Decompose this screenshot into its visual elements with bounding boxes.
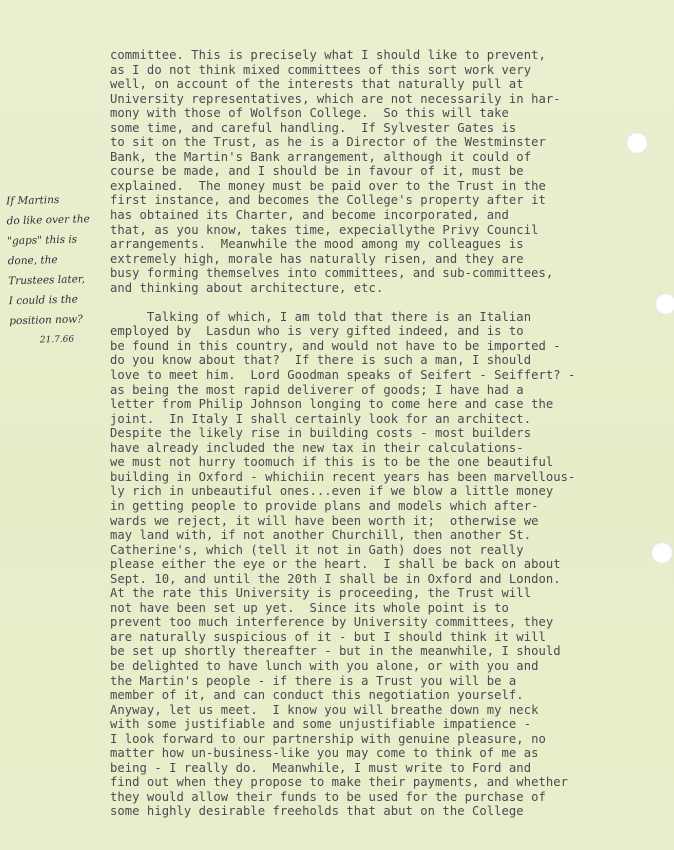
text-line: love to meet him. Lord Goodman speaks of Seifert - Seiffert? - — [110, 368, 576, 383]
text-line: they would allow their funds to be used for the purchase of — [110, 789, 546, 804]
text-line: member of it, and can conduct this negotiation yourself. — [110, 688, 524, 703]
text-line: mony with those of Wolfson College. So this will take — [110, 106, 509, 121]
text-line: course be made, and I should be in favour of it, must be — [110, 164, 524, 179]
text-line: employed by Lasdun who is very gifted indeed, and is to — [110, 324, 524, 339]
text-line: University representatives, which are not necessarily in har- — [110, 91, 561, 106]
text-line: Bank, the Martin's Bank arrangement, although it could of — [110, 149, 532, 164]
text-line: first instance, and becomes the College's property after it — [110, 193, 546, 208]
text-line: At the rate this University is proceeding, the Trust will — [110, 586, 532, 601]
text-line: Catherine's, which (tell it not in Gath) does not really — [110, 542, 524, 557]
text-line: busy forming themselves into committees, and sub-committees, — [110, 266, 554, 281]
text-line: ly rich in unbeautiful ones...even if we blow a little money — [110, 484, 554, 499]
text-line: be delighted to have lunch with you alone, or with you and — [110, 658, 539, 673]
text-line: not have been set up yet. Since its whole point is to — [110, 600, 509, 615]
text-line: in getting people to provide plans and models which after- — [110, 498, 539, 513]
text-line: be set up shortly thereafter - but in the meanwhile, I should — [110, 644, 561, 659]
text-line: the Martin's people - if there is a Trust you will be a — [110, 673, 517, 688]
text-line: Anyway, let us meet. I know you will breathe down my neck — [110, 702, 539, 717]
paragraph-1 — [110, 48, 650, 295]
handwritten-margin-note — [6, 189, 110, 352]
text-line: Despite the likely rise in building costs - most builders — [110, 426, 532, 441]
text-line: have already included the new tax in their calculations- — [110, 440, 524, 455]
text-line: joint. In Italy I shall certainly look for an architect. — [110, 411, 532, 426]
paragraph-2 — [110, 310, 650, 819]
text-line: some time, and careful handling. If Sylvester Gates is — [110, 120, 517, 135]
text-line: find out when they propose to make their payments, and whether — [110, 775, 569, 790]
text-line: with some justifiable and some unjustifiable impatience - — [110, 717, 532, 732]
text-line: well, on account of the interests that naturally pull at — [110, 77, 524, 92]
text-line: are naturally suspicious of it - but I should think it will — [110, 629, 546, 644]
note-date: 21.7.66 — [39, 334, 75, 346]
text-line: arrangements. Meanwhile the mood among my colleagues is — [110, 237, 524, 252]
note-line: If Martins — [6, 193, 60, 208]
note-line: Trustees later, — [8, 273, 86, 288]
text-line: I look forward to our partnership with genuine pleasure, no — [110, 731, 546, 746]
note-line: "gaps" this is — [7, 233, 78, 248]
text-line: may land with, if not another Churchill, then another St. — [110, 528, 532, 543]
text-line: letter from Philip Johnson longing to come here and case the — [110, 397, 554, 412]
text-line: as being the most rapid deliverer of goods; I have had a — [110, 382, 524, 397]
text-line: to sit on the Trust, as he is a Director of the Westminster — [110, 135, 546, 150]
punch-hole — [655, 293, 674, 315]
text-line: explained. The money must be paid over to the Trust in the — [110, 178, 546, 193]
note-line: done, the — [7, 254, 58, 268]
text-line: some highly desirable freeholds that abut on the College — [110, 804, 524, 819]
punch-hole — [626, 132, 648, 154]
text-line: Sept. 10, and until the 20th I shall be in Oxford and London. — [110, 571, 561, 586]
punch-hole — [651, 542, 673, 564]
text-line: please either the eye or the heart. I shall be back on about — [110, 557, 561, 572]
text-line: building in Oxford - whichiin recent years has been marvellous- — [110, 469, 576, 484]
note-line: I could is the — [8, 293, 79, 308]
note-line: position now? — [9, 313, 83, 328]
text-line: Talking of which, I am told that there is an Italian — [110, 309, 532, 324]
text-line: prevent too much interference by University committees, they — [110, 615, 554, 630]
text-line: wards we reject, it will have been worth it; otherwise we — [110, 513, 539, 528]
typed-letter-body — [110, 48, 650, 819]
text-line: extremely high, morale has naturally risen, and they are — [110, 251, 524, 266]
text-line: has obtained its Charter, and become incorporated, and — [110, 208, 509, 223]
text-line: as I do not think mixed committees of this sort work very — [110, 62, 532, 77]
text-line: be found in this country, and would not have to be imported - — [110, 338, 561, 353]
text-line: do you know about that? If there is such a man, I should — [110, 353, 532, 368]
text-line: we must not hurry toomuch if this is to be the one beautiful — [110, 455, 554, 470]
text-line: committee. This is precisely what I should like to prevent, — [110, 48, 546, 62]
paragraph-gap — [110, 295, 650, 310]
text-line: matter how un-business-like you may come to think of me as — [110, 746, 539, 761]
note-line: do like over the — [6, 213, 90, 228]
text-line: being - I really do. Meanwhile, I must write to Ford and — [110, 760, 532, 775]
text-line: and thinking about architecture, etc. — [110, 280, 384, 295]
text-line: that, as you know, takes time, expeciallythe Privy Council — [110, 222, 539, 237]
